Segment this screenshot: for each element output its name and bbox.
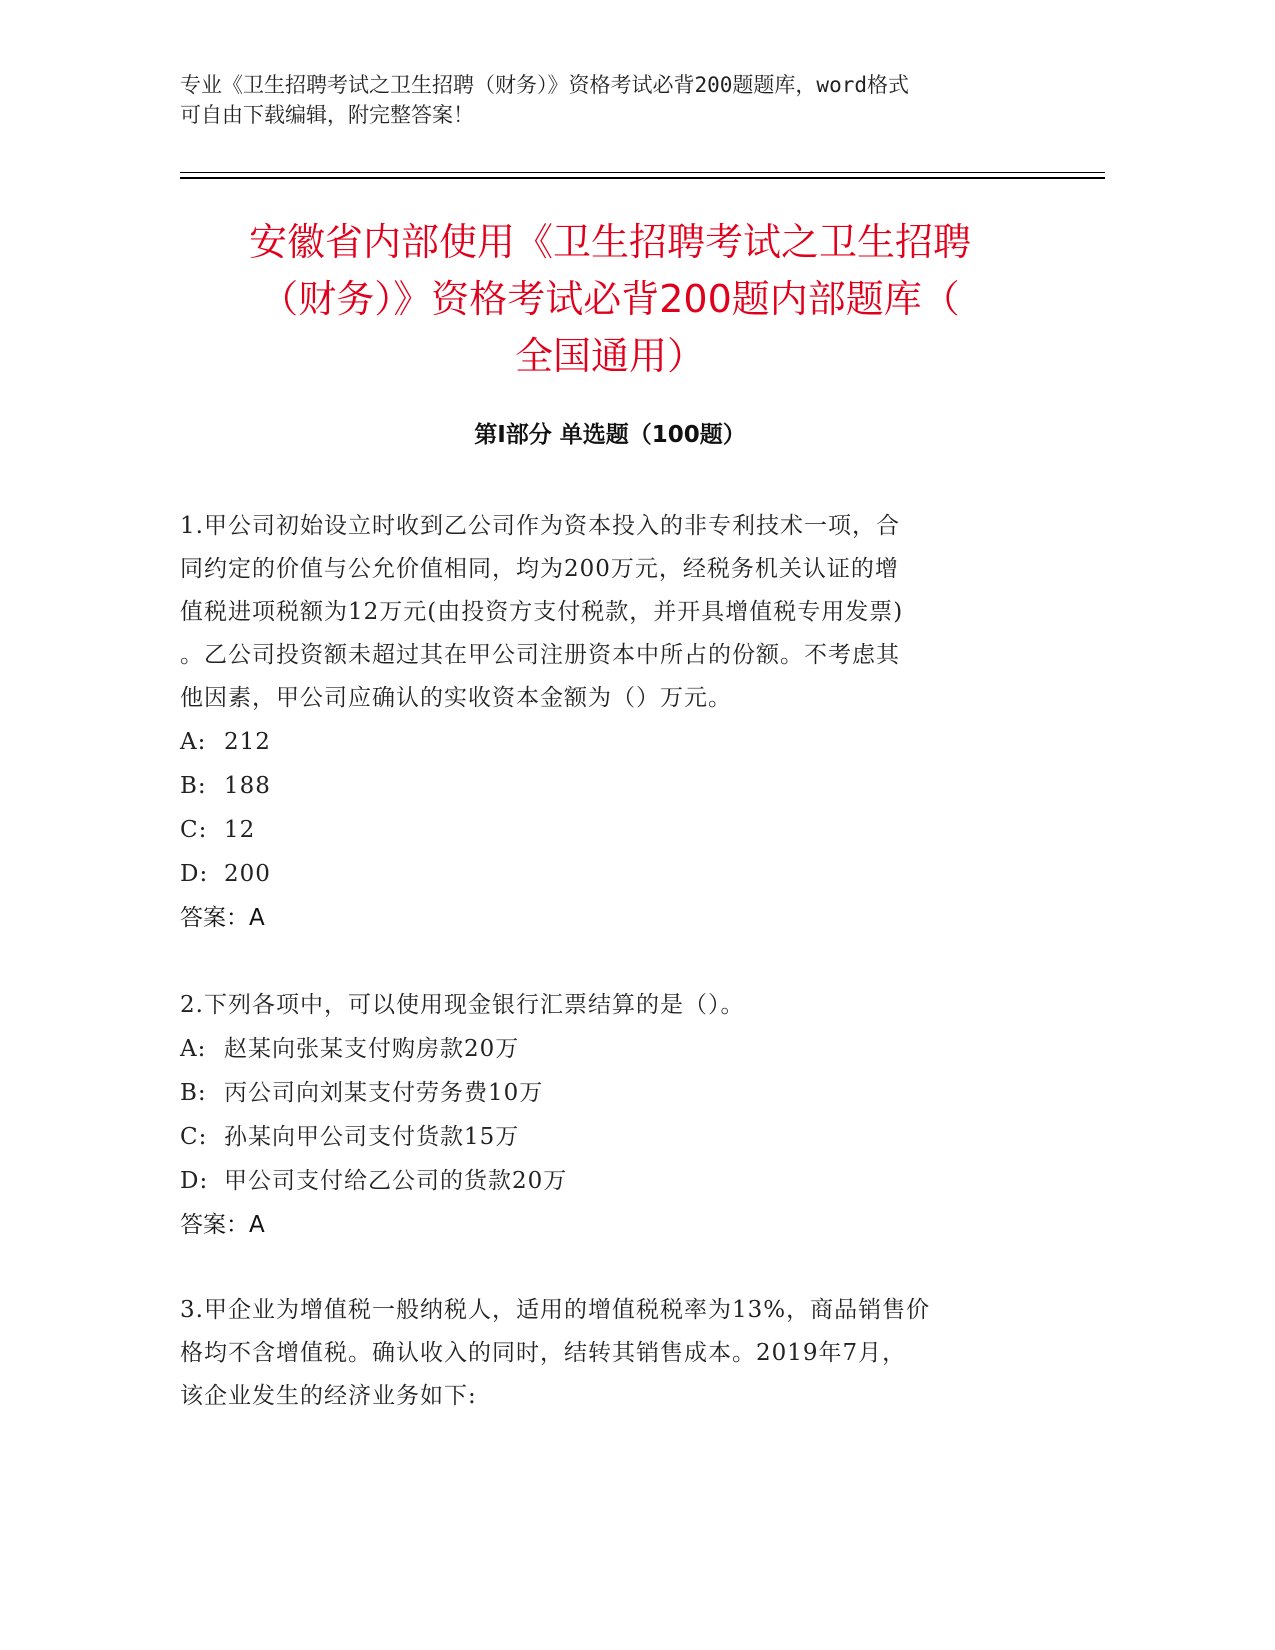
question-stem bbox=[180, 984, 1040, 1027]
stem-line: 该企业发生的经济业务如下: bbox=[180, 1383, 477, 1409]
header-divider-thick bbox=[180, 177, 1105, 179]
option-text: 甲公司支付给乙公司的货款20万 bbox=[224, 1168, 568, 1194]
stem-line: 格均不含增值税。确认收入的同时，结转其销售成本。2019年7月， bbox=[180, 1340, 907, 1366]
option-d bbox=[180, 1159, 1040, 1203]
answer-line: 答案：A bbox=[180, 1212, 265, 1238]
option-text: 212 bbox=[224, 729, 271, 755]
option-text: 孙某向甲公司支付货款15万 bbox=[224, 1124, 520, 1150]
stem-line: 2.下列各项中，可以使用现金银行汇票结算的是（）。 bbox=[180, 992, 745, 1018]
option-text: 188 bbox=[224, 773, 271, 799]
stem-line: 1.甲公司初始设立时收到乙公司作为资本投入的非专利技术一项，合 bbox=[180, 513, 900, 539]
stem-line: 3.甲企业为增值税一般纳税人，适用的增值税税率为13%，商品销售价 bbox=[180, 1297, 931, 1323]
option-d bbox=[180, 852, 1040, 896]
stem-line: 同约定的价值与公允价值相同，均为200万元，经税务机关认证的增 bbox=[180, 556, 899, 582]
header-note-line-1: 专业《卫生招聘考试之卫生招聘（财务）》资格考试必背200题题库，word格式 bbox=[180, 73, 909, 97]
option-text: 200 bbox=[224, 861, 271, 887]
document-title-line-1: 安徽省内部使用《卫生招聘考试之卫生招聘 bbox=[248, 220, 971, 264]
question-2 bbox=[180, 984, 1040, 1247]
option-letter: B: bbox=[180, 773, 207, 799]
document-title-line-3: 全国通用） bbox=[514, 334, 705, 378]
option-b bbox=[180, 1071, 1040, 1115]
option-letter: D: bbox=[180, 1168, 209, 1194]
question-stem bbox=[180, 1289, 1040, 1418]
option-letter: B: bbox=[180, 1080, 207, 1106]
option-a bbox=[180, 1027, 1040, 1071]
option-letter: A: bbox=[180, 1036, 207, 1062]
option-text: 丙公司向刘某支付劳务费10万 bbox=[224, 1080, 544, 1106]
option-letter: C: bbox=[180, 817, 208, 843]
option-letter: D: bbox=[180, 861, 209, 887]
stem-line: 他因素，甲公司应确认的实收资本金额为（）万元。 bbox=[180, 685, 732, 711]
option-letter: C: bbox=[180, 1124, 208, 1150]
question-1 bbox=[180, 505, 1040, 940]
document-title-line-2: （财务）》资格考试必背200题内部题库（ bbox=[260, 277, 960, 321]
question-3 bbox=[180, 1289, 1040, 1418]
option-text: 赵某向张某支付购房款20万 bbox=[224, 1036, 520, 1062]
option-b bbox=[180, 764, 1040, 808]
answer-line: 答案：A bbox=[180, 905, 265, 931]
option-a bbox=[180, 720, 1040, 764]
option-c bbox=[180, 1115, 1040, 1159]
document-title bbox=[180, 214, 1040, 385]
header-note bbox=[180, 70, 1060, 130]
option-text: 12 bbox=[224, 817, 256, 843]
header-note-line-2: 可自由下载编辑，附完整答案！ bbox=[180, 103, 474, 127]
stem-line: 。乙公司投资额未超过其在甲公司注册资本中所占的份额。不考虑其 bbox=[180, 642, 900, 668]
option-c bbox=[180, 808, 1040, 852]
option-letter: A: bbox=[180, 729, 207, 755]
header-divider-thin bbox=[180, 172, 1105, 173]
section-title: 第Ⅰ部分 单选题（100题） bbox=[474, 422, 746, 448]
question-stem bbox=[180, 505, 1040, 720]
stem-line: 值税进项税额为12万元(由投资方支付税款，并开具增值税专用发票) bbox=[180, 599, 904, 625]
